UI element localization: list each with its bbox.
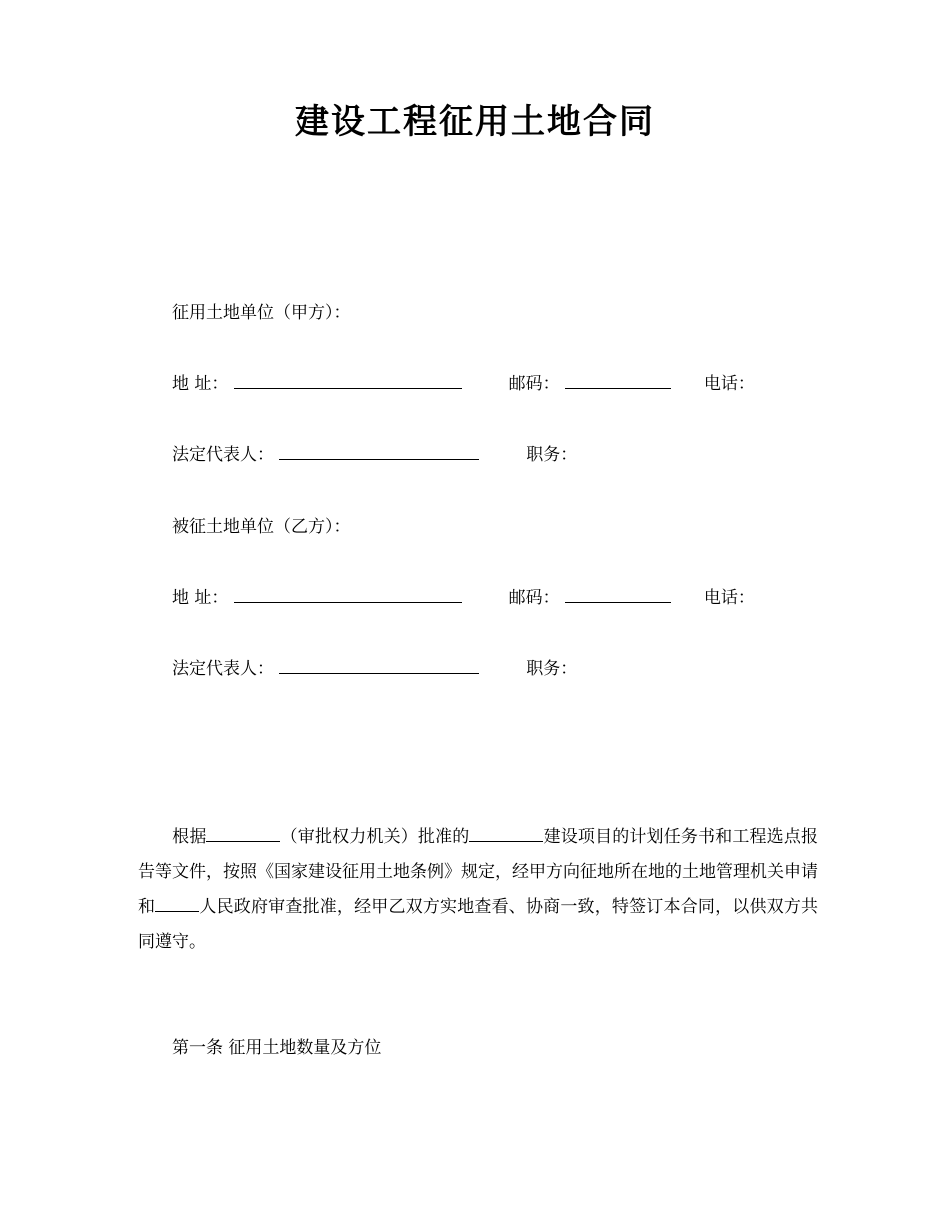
preamble-part-2: （审批权力机关）批准的 — [280, 827, 470, 847]
party-b-postcode-field[interactable] — [565, 585, 671, 603]
party-b-rep-row — [138, 656, 818, 683]
party-a-heading-text: 征用土地单位（甲方）： — [172, 303, 351, 323]
party-a-rep-label: 法定代表人： — [172, 445, 274, 466]
party-b-phone-label: 电话： — [703, 587, 755, 608]
page-title: 建设工程征用土地合同 — [295, 102, 655, 142]
party-a-phone-label: 电话： — [703, 374, 755, 395]
party-b-rep-label: 法定代表人： — [172, 658, 274, 679]
government-level-field[interactable] — [155, 894, 199, 912]
preamble-part-4: 人民政府审查批准，经甲乙双方实地查看、协商一致，特签订本合同，以供双方共同遵守。 — [138, 896, 819, 952]
party-a-address-label: 地 址： — [172, 374, 229, 395]
party-a-rep-field[interactable] — [279, 442, 479, 460]
parties-block — [138, 300, 818, 727]
preamble-paragraph — [138, 820, 818, 959]
section-one-heading: 第一条 征用土地数量及方位 — [172, 1038, 382, 1058]
party-b-rep-field[interactable] — [279, 656, 479, 674]
party-b-postcode-label: 邮码： — [508, 587, 560, 608]
party-b-heading — [138, 514, 818, 541]
party-a-postcode-field[interactable] — [565, 371, 671, 389]
party-a-heading — [138, 300, 818, 327]
approval-authority-field[interactable] — [206, 824, 280, 842]
party-b-address-row — [138, 585, 818, 612]
party-a-postcode-label: 邮码： — [508, 374, 560, 395]
project-name-field[interactable] — [469, 824, 543, 842]
preamble-part-3: 建设项目的计划任务书和工程选点报告等文件，按照《国家建设征用土地条例》规定，经甲方向征地所在地的土地管理机关申请和 — [138, 827, 819, 917]
party-b-heading-text: 被征土地单位（乙方）： — [172, 516, 351, 537]
preamble-part-1: 根据 — [172, 827, 207, 847]
party-b-address-field[interactable] — [234, 585, 462, 603]
party-a-rep-row — [138, 442, 818, 469]
party-a-address-field[interactable] — [234, 371, 462, 389]
party-a-address-row — [138, 371, 818, 398]
party-b-address-label: 地 址： — [172, 587, 229, 608]
party-a-position-label: 职务： — [526, 445, 578, 466]
party-b-position-label: 职务： — [526, 658, 578, 679]
